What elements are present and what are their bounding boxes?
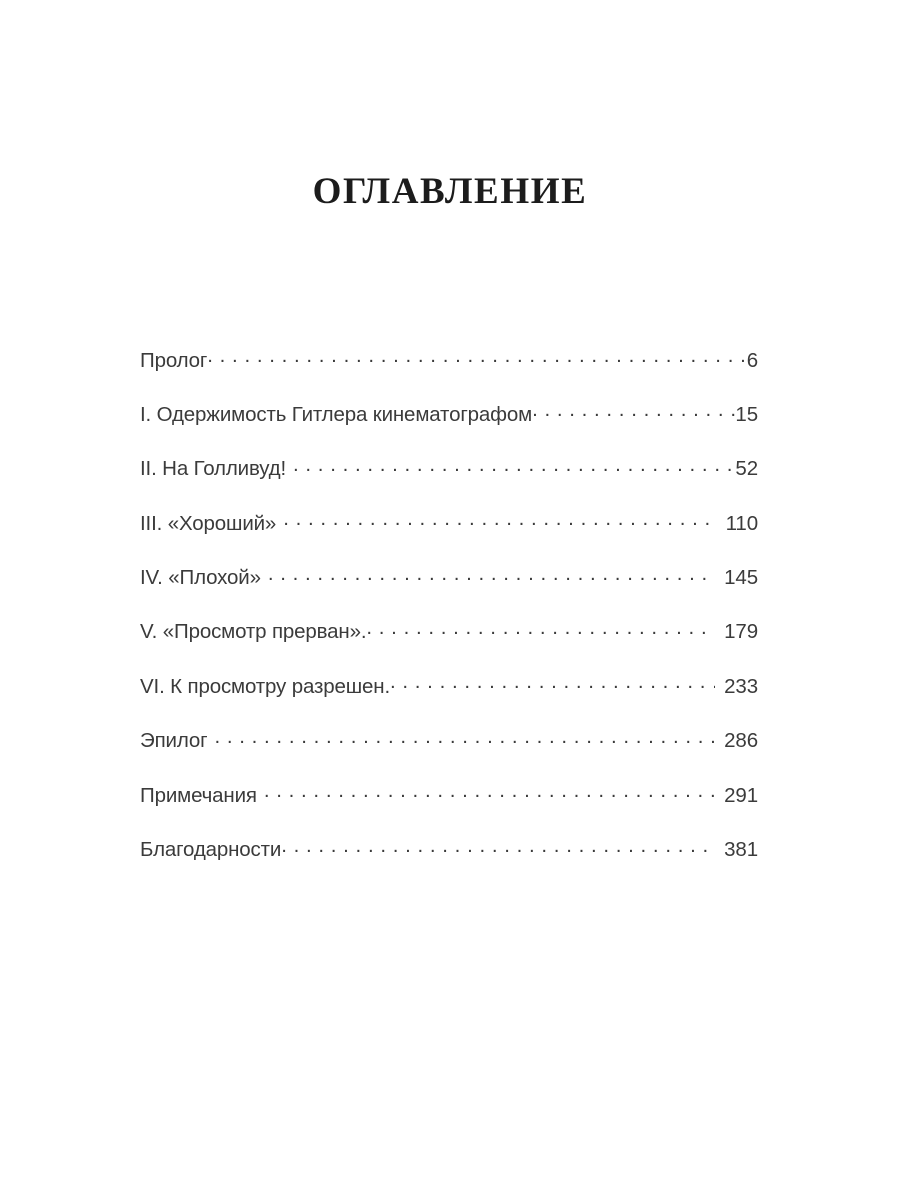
- toc-entry[interactable]: [140, 781, 758, 835]
- toc-entry-page-number: 6: [746, 348, 758, 372]
- toc-entry[interactable]: [140, 727, 758, 781]
- toc-entry-label: II. На Голливуд!: [140, 457, 287, 481]
- toc-entry-page-number: 381: [724, 838, 758, 862]
- toc-entry-label: Примечания: [140, 783, 257, 807]
- toc-entry-label: Пролог: [140, 348, 208, 372]
- toc-entry[interactable]: [140, 618, 758, 672]
- toc-entry[interactable]: [140, 564, 758, 618]
- toc-entry[interactable]: [140, 509, 758, 563]
- toc-entry-label: IV. «Плохой»: [140, 566, 261, 590]
- toc-dot-leader: [207, 346, 746, 367]
- toc-entry[interactable]: [140, 346, 758, 400]
- table-of-contents-list: [140, 346, 758, 890]
- toc-dot-leader: [281, 836, 715, 857]
- toc-dot-leader: [264, 781, 715, 802]
- toc-entry-page-number: 15: [735, 402, 758, 426]
- toc-dot-leader: [366, 618, 715, 639]
- toc-entry-page-number: 291: [724, 783, 758, 807]
- toc-entry-page-number: 179: [724, 620, 758, 644]
- page-title: ОГЛАВЛЕНИЕ: [312, 170, 588, 212]
- toc-entry-label: VI. К просмотру разрешен.: [140, 674, 390, 698]
- toc-dot-leader: [268, 564, 715, 585]
- toc-entry-page-number: 145: [724, 566, 758, 590]
- toc-entry-label: Благодарности: [140, 838, 282, 862]
- toc-entry-label: I. Одержимость Гитлера кинематографом: [140, 402, 533, 426]
- toc-entry[interactable]: [140, 400, 758, 454]
- toc-entry-label: Эпилог: [140, 729, 208, 753]
- toc-entry-page-number: 52: [735, 457, 758, 481]
- toc-entry-page-number: 233: [724, 674, 758, 698]
- toc-entry[interactable]: [140, 672, 758, 726]
- toc-entry-label: V. «Просмотр прерван».: [140, 620, 367, 644]
- toc-dot-leader: [293, 455, 735, 476]
- toc-dot-leader: [532, 400, 735, 421]
- toc-dot-leader: [283, 509, 716, 530]
- toc-dot-leader: [390, 672, 715, 693]
- toc-entry[interactable]: [140, 455, 758, 509]
- toc-entry-page-number: 286: [724, 729, 758, 753]
- toc-entry[interactable]: [140, 836, 758, 890]
- toc-dot-leader: [214, 727, 715, 748]
- toc-entry-label: III. «Хороший»: [140, 511, 277, 535]
- toc-entry-page-number: 110: [725, 511, 758, 535]
